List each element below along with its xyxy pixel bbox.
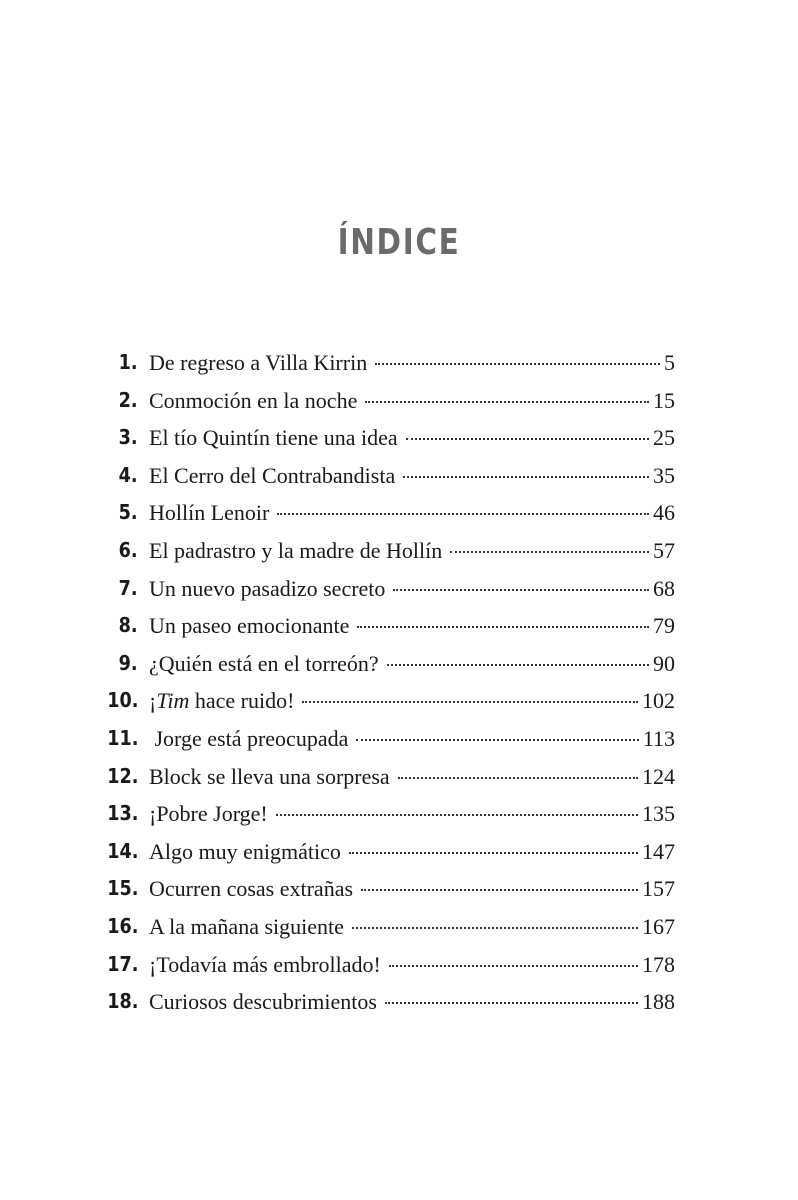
toc-line (149, 344, 675, 382)
dot-leader (387, 662, 649, 666)
chapter-title: ¿Quién está en el torreón? (149, 650, 379, 676)
table-of-contents (0, 344, 798, 1021)
page-number: 178 (642, 951, 675, 977)
toc-line (149, 645, 675, 683)
dot-leader (361, 887, 638, 891)
toc-entry (0, 908, 798, 946)
toc-line (149, 457, 675, 495)
chapter-title: Un nuevo pasadizo secreto (149, 575, 386, 601)
page-number: 57 (653, 537, 675, 563)
chapter-title: Curiosos descubrimientos (149, 989, 377, 1015)
chapter-number: 6. (119, 537, 138, 562)
dot-leader (357, 624, 649, 628)
toc-entry (0, 419, 798, 457)
chapter-number: 10. (106, 688, 138, 713)
toc-entry (0, 382, 798, 420)
chapter-number: 2. (119, 387, 138, 412)
dot-leader (375, 361, 660, 365)
toc-entry (0, 720, 798, 758)
dot-leader (349, 850, 638, 854)
toc-line (149, 682, 675, 720)
dot-leader (365, 399, 649, 403)
chapter-number: 18. (106, 989, 138, 1014)
chapter-number: 17. (106, 951, 138, 976)
toc-line (149, 758, 675, 796)
page-number: 113 (642, 725, 675, 751)
chapter-number: 8. (119, 613, 138, 638)
chapter-number: 7. (119, 575, 138, 600)
chapter-number: 1. (119, 350, 138, 374)
toc-entry (0, 532, 798, 570)
chapter-number: 4. (119, 462, 138, 487)
page-number: 124 (642, 763, 675, 789)
toc-line (149, 494, 675, 532)
page-number: 15 (653, 387, 675, 413)
page-number: 90 (653, 650, 675, 676)
toc-entry (0, 795, 798, 833)
chapter-title: El tío Quintín tiene una idea (149, 425, 398, 451)
toc-line (149, 382, 675, 420)
dot-leader (450, 549, 649, 553)
toc-line (149, 570, 675, 608)
chapter-number: 5. (119, 500, 138, 525)
toc-line (149, 795, 675, 833)
page-number: 157 (642, 876, 675, 902)
chapter-title: A la mañana siguiente (149, 913, 344, 939)
page-number: 68 (653, 575, 675, 601)
toc-line (149, 607, 675, 645)
chapter-title: El Cerro del Contrabandista (149, 462, 396, 488)
toc-entry (0, 946, 798, 984)
toc-line (149, 946, 675, 984)
chapter-number: 14. (106, 838, 138, 863)
toc-entry (0, 983, 798, 1021)
dot-leader (352, 925, 638, 929)
chapter-title: Un paseo emocionante (149, 613, 350, 639)
page-title: ÍNDICE (337, 222, 461, 263)
page-number: 188 (642, 989, 675, 1015)
page-number: 167 (642, 913, 675, 939)
page-number: 135 (642, 801, 675, 827)
page-number: 79 (653, 613, 675, 639)
chapter-title: Block se lleva una sorpresa (149, 763, 390, 789)
chapter-title: Hollín Lenoir (149, 500, 270, 526)
dot-leader (393, 587, 649, 591)
chapter-title: ¡Pobre Jorge! (149, 801, 268, 827)
toc-entry (0, 870, 798, 908)
page-number: 35 (653, 462, 675, 488)
toc-entry (0, 833, 798, 871)
chapter-title: Conmoción en la noche (149, 387, 358, 413)
dot-leader (276, 812, 638, 816)
page-number: 25 (653, 425, 675, 451)
toc-entry (0, 758, 798, 796)
chapter-number: 13. (106, 801, 138, 826)
toc-entry (0, 607, 798, 645)
dot-leader (403, 474, 649, 478)
toc-line (149, 532, 675, 570)
dot-leader (356, 737, 638, 741)
chapter-number: 15. (106, 876, 138, 901)
toc-line (149, 870, 675, 908)
chapter-number: 16. (106, 913, 138, 938)
toc-line (149, 720, 675, 758)
dot-leader (277, 511, 649, 515)
page-number: 5 (664, 350, 675, 375)
chapter-number: 9. (119, 650, 138, 675)
chapter-title: Jorge está preocupada (149, 725, 349, 751)
toc-entry (0, 457, 798, 495)
chapter-title: Ocurren cosas extrañas (149, 876, 354, 902)
chapter-title: De regreso a Villa Kirrin (149, 350, 368, 375)
toc-entry (0, 645, 798, 683)
chapter-number: 3. (119, 425, 138, 450)
page-number: 102 (642, 688, 675, 714)
toc-entry (0, 494, 798, 532)
chapter-title: El padrastro y la madre de Hollín (149, 537, 443, 563)
page-number: 46 (653, 500, 675, 526)
dot-leader (385, 1000, 638, 1004)
chapter-title: ¡Tim hace ruido! (149, 688, 295, 714)
toc-entry (0, 344, 798, 382)
dot-leader (302, 699, 638, 703)
toc-entry (0, 682, 798, 720)
chapter-number: 11. (106, 725, 138, 750)
chapter-title: ¡Todavía más embrollado! (149, 951, 381, 977)
toc-entry (0, 570, 798, 608)
page-number: 147 (642, 838, 675, 864)
dot-leader (406, 436, 649, 440)
dot-leader (389, 963, 638, 967)
dot-leader (398, 775, 638, 779)
chapter-number: 12. (106, 763, 138, 788)
toc-line (149, 908, 675, 946)
toc-line (149, 983, 675, 1021)
toc-line (149, 419, 675, 457)
toc-line (149, 833, 675, 871)
chapter-title: Algo muy enigmático (149, 838, 341, 864)
